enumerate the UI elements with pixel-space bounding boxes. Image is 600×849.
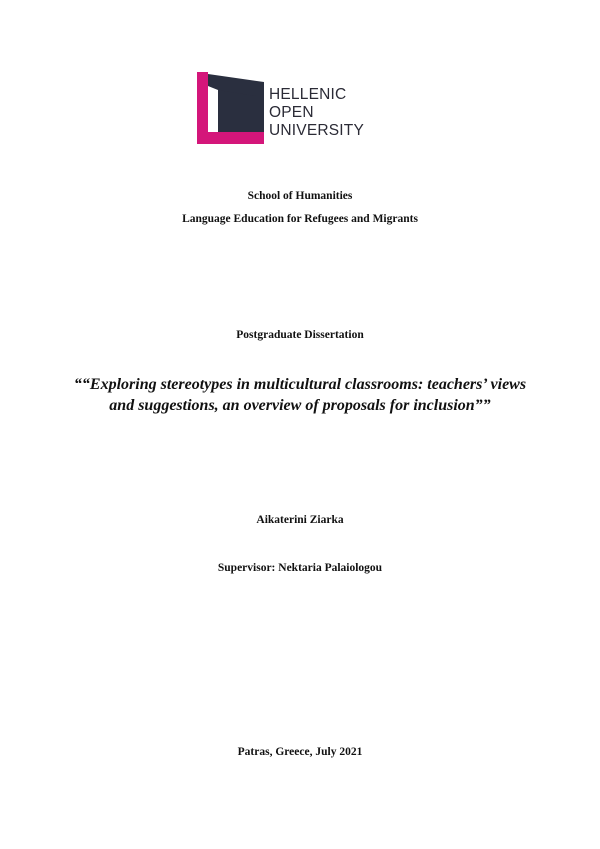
logo-line-1: HELLENIC xyxy=(269,86,347,103)
dissertation-title-line-1: ““Exploring stereotypes in multicultural classrooms: teachers’ views xyxy=(73,376,527,393)
program-name: Language Education for Refugees and Migrants xyxy=(182,213,418,225)
logo-navy-inner xyxy=(218,90,256,126)
school-name: School of Humanities xyxy=(247,190,353,202)
dissertation-title-line-2: and suggestions, an overview of proposals for inclusion”” xyxy=(109,397,491,414)
document-type: Postgraduate Dissertation xyxy=(236,329,364,341)
author-name: Aikaterini Ziarka xyxy=(256,514,344,526)
logo-wordmark xyxy=(269,86,364,140)
place-and-date: Patras, Greece, July 2021 xyxy=(237,746,363,758)
logo-line-2: OPEN xyxy=(269,104,314,121)
supervisor-name: Supervisor: Nektaria Palaiologou xyxy=(217,562,383,574)
logo-line-3: UNIVERSITY xyxy=(269,122,365,139)
